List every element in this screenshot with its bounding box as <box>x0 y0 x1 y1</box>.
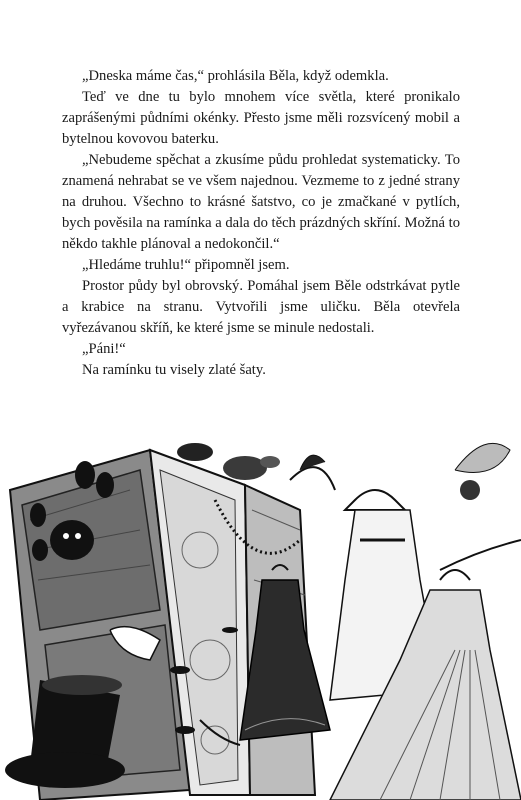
paragraph: „Nebudeme spěchat a zkusíme půdu prohledat systematicky. To znamená nehrabat se ve všem najednou. Vezmeme to z jedné strany na druhou. Všechno to krásné šatstvo, co je zmačkané v pytlích, bych pověsila na ramínka a dala do těch prázdných skříní. Možná to někdo takhle plánoval a nedokončil.“ <box>62 152 460 252</box>
paragraph: „Hledáme truhlu!“ připomněl jsem. <box>82 257 290 273</box>
paragraph: „Páni!“ <box>82 341 126 357</box>
paragraph: Teď ve dne tu bylo mnohem více světla, které pronikalo zaprášenými půdními okénky. Přesto jsme měli rozsvícený mobil a bytelnou kovovou baterku. <box>62 89 460 147</box>
paragraph: „Dneska máme čas,“ prohlásila Běla, když odemkla. <box>82 68 389 84</box>
paragraph: Prostor půdy byl obrovský. Pomáhal jsem Běle odstrkávat pytle a krabice na stranu. Vytvořili jsme uličku. Běla otevřela vyřezávanou skříň, ke které jsme se minule nedostali. <box>62 278 460 336</box>
body-text <box>62 66 460 381</box>
top-hat <box>5 675 125 788</box>
feather <box>455 443 510 500</box>
wardrobe-illustration <box>0 430 521 800</box>
paragraph: Na ramínku tu visely zlaté šaty. <box>82 362 266 378</box>
